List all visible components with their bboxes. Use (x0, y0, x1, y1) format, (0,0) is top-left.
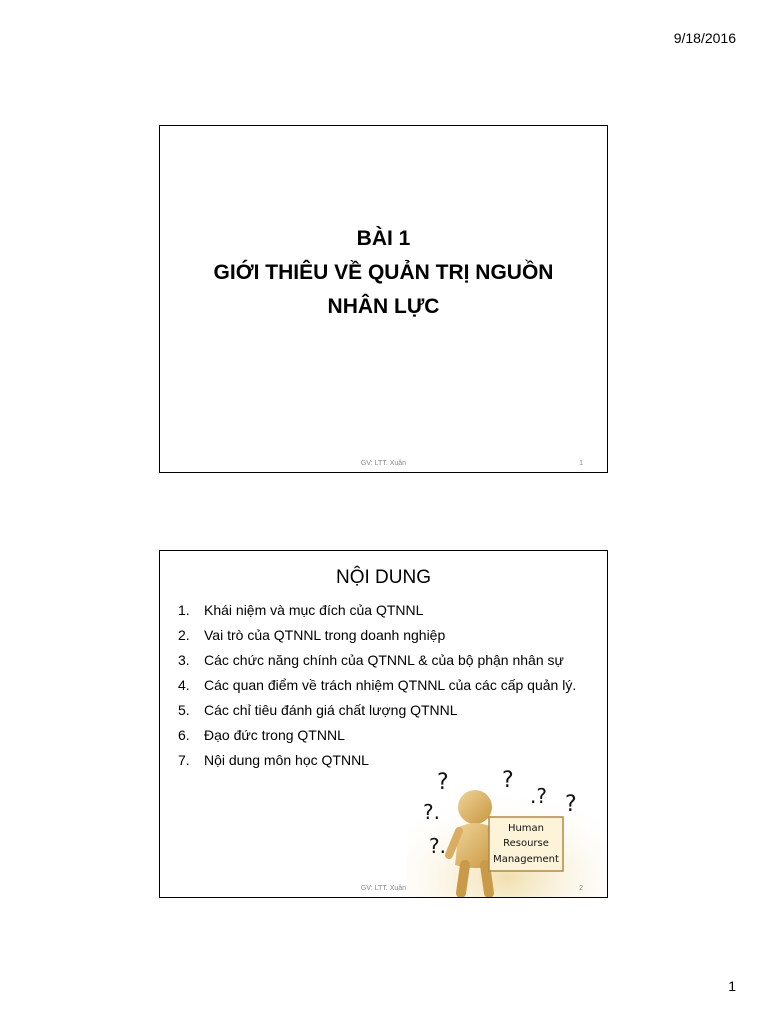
page-date: 9/18/2016 (673, 30, 736, 46)
question-mark-icon: ? (502, 769, 514, 793)
slide-author: GV: LTT. Xuân (360, 460, 407, 467)
list-item: 6. Đạo đức trong QTNNL (178, 727, 345, 743)
hr-figure-illustration (407, 769, 607, 897)
slide-1 (159, 125, 608, 473)
question-mark-icon: ?. (423, 800, 440, 824)
list-item: 4. Các quan điểm về trách nhiệm QTNNL của các cấp quản lý. (178, 677, 577, 693)
slide-heading: NỘI DUNG (336, 567, 431, 588)
question-mark-icon: .? (530, 784, 547, 808)
slide-2 (159, 550, 608, 898)
slide-author: GV: LTT. Xuân (360, 885, 407, 892)
page-number: 1 (728, 978, 736, 994)
sign-line-1: Human (507, 823, 545, 834)
hrm-sign (489, 817, 563, 871)
list-item: 7. Nội dung môn học QTNNL (178, 752, 369, 768)
slide-title (160, 222, 607, 324)
contents-list (178, 600, 589, 775)
sign-line-3: Management (493, 854, 559, 865)
title-line-1: BÀI 1 (356, 227, 411, 250)
title-line-3: NHÂN LỰC (327, 295, 440, 318)
question-mark-icon: ? (565, 792, 577, 817)
list-item: 3. Các chức năng chính của QTNNL & của bộ phận nhân sự (178, 652, 564, 668)
question-mark-icon: ? (437, 770, 449, 795)
slide-number: 1 (579, 460, 583, 467)
title-line-2: GIỚI THIÊU VỀ QUẢN TRỊ NGUỒN (213, 261, 554, 284)
question-mark-icon: ?. (429, 834, 446, 858)
list-item: 1. Khái niệm và mục đích của QTNNL (178, 602, 424, 618)
list-item: 5. Các chỉ tiêu đánh giá chất lượng QTNNL (178, 702, 458, 718)
list-item: 2. Vai trò của QTNNL trong doanh nghiệp (178, 627, 446, 643)
sign-line-2: Resourse (503, 838, 549, 849)
slide-number: 2 (579, 885, 583, 892)
